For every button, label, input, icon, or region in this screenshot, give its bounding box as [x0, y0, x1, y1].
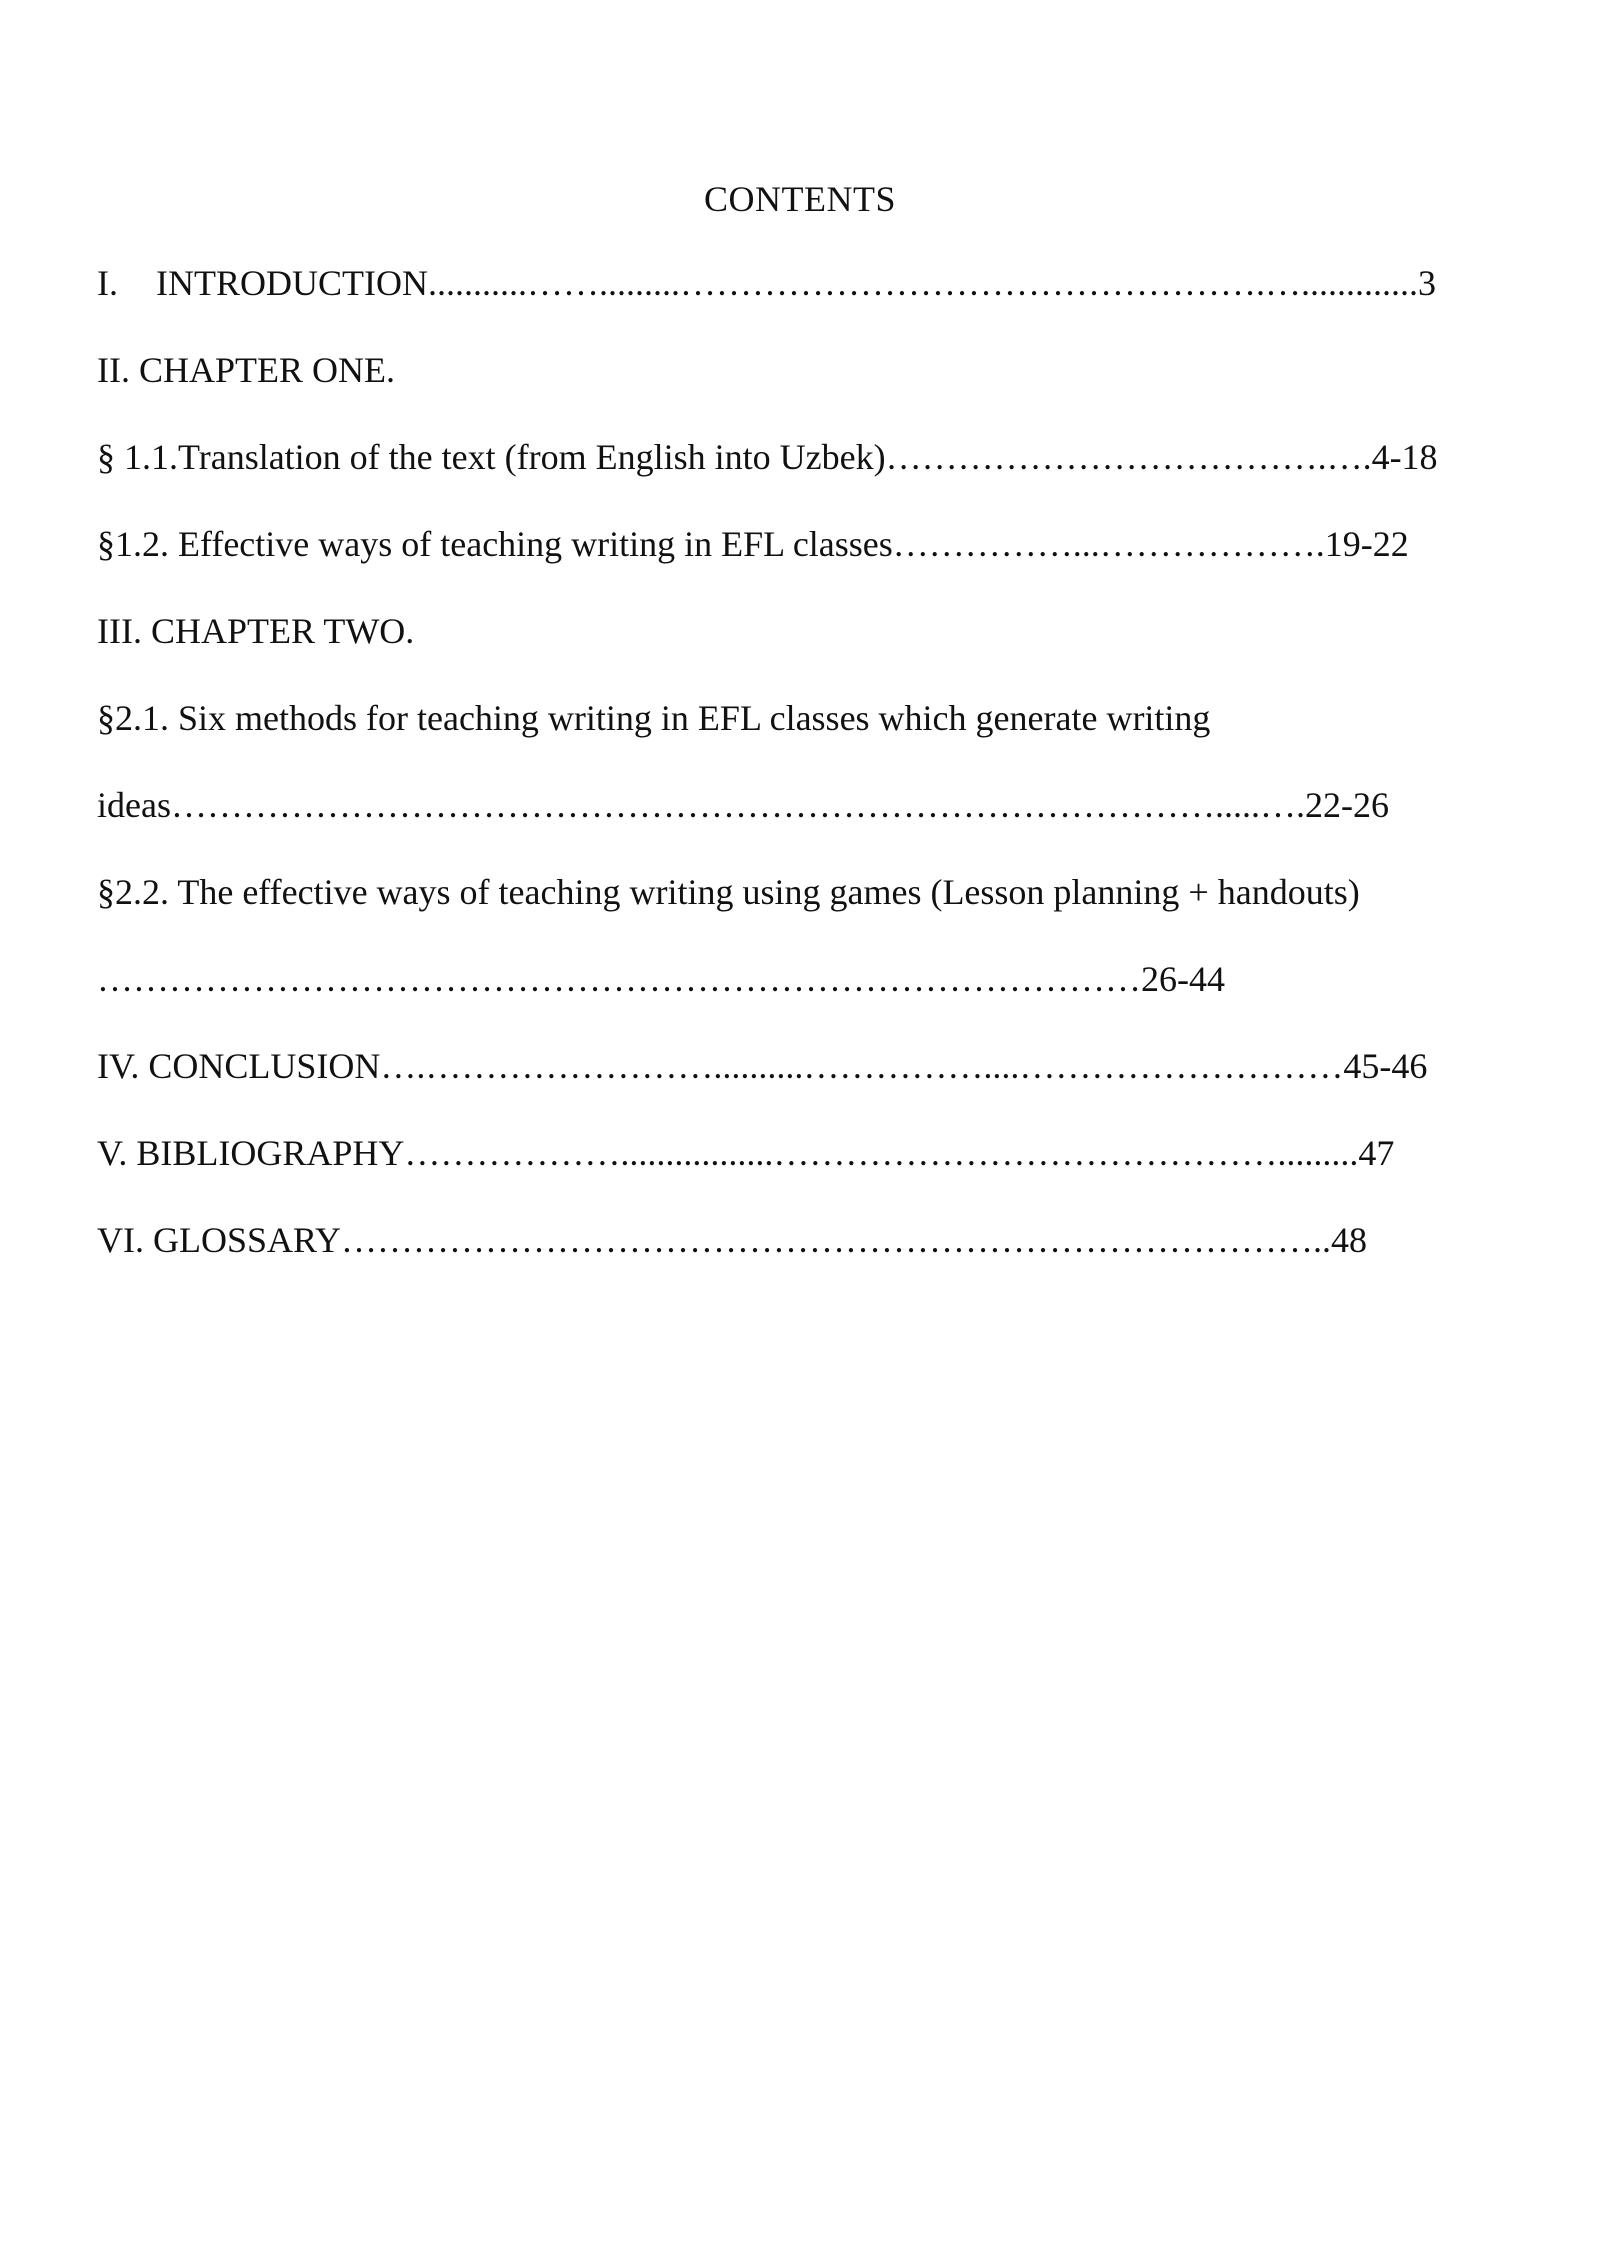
toc-entry-label: IV. CONCLUSION	[97, 1046, 381, 1086]
toc-entry-leader: ……………………………………………………………………………	[97, 959, 1141, 999]
toc-entry-page: 3	[1417, 263, 1436, 303]
toc-entry-2-2-continued	[97, 961, 1225, 997]
toc-entry-page: 47	[1358, 1133, 1395, 1173]
toc-entry-label: § 1.1.Translation of the text (from English into Uzbek)	[97, 437, 886, 477]
toc-entry-label: III. CHAPTER TWO.	[97, 611, 415, 651]
toc-entry-leader: ……………...………………	[892, 524, 1316, 564]
toc-entry-label: ideas	[97, 785, 171, 825]
toc-entry-page: .22-26	[1295, 785, 1389, 825]
toc-entry-page: 48	[1331, 1220, 1368, 1260]
toc-entry-prefix: I.	[97, 263, 118, 303]
toc-entry-leader: ….……………………..........……………....………………………	[380, 1046, 1344, 1086]
toc-entry-leader: ……………………………….…	[885, 437, 1363, 477]
toc-entry-2-2	[97, 874, 1360, 910]
toc-entry-bibliography	[97, 1135, 1394, 1171]
toc-entry-leader: …………………………………………………………………………….....…	[170, 785, 1296, 825]
toc-entry-leader: ...........…….........………………………………………….….............	[427, 263, 1418, 303]
toc-entry-2-1	[97, 700, 1210, 736]
toc-entry-leader: ………………………………………………………………………..	[341, 1220, 1332, 1260]
toc-entry-label: §2.1. Six methods for teaching writing in EFL classes which generate writing	[97, 698, 1211, 738]
toc-entry-page: 26-44	[1141, 959, 1225, 999]
toc-entry-label: §2.2. The effective ways of teaching writing using games (Lesson planning + handouts)	[97, 872, 1360, 912]
toc-entry-label: V. BIBLIOGRAPHY	[97, 1133, 405, 1173]
toc-entry-label: INTRODUCTION	[156, 263, 428, 303]
toc-entry-page: .19-22	[1315, 524, 1409, 564]
page-title: CONTENTS	[704, 179, 896, 219]
toc-entry-1-2	[97, 526, 1409, 562]
toc-entry-glossary	[97, 1222, 1367, 1258]
toc-entry-chapter-two	[97, 613, 414, 649]
toc-entry-introduction	[97, 265, 1436, 301]
toc-entry-label: VI. GLOSSARY	[97, 1220, 342, 1260]
toc-entry-leader: ……………….................…………………………………….........	[404, 1133, 1359, 1173]
toc-entry-conclusion	[97, 1048, 1427, 1084]
toc-entry-label: II. CHAPTER ONE.	[97, 350, 395, 390]
toc-entry-2-1-continued	[97, 787, 1389, 823]
toc-entry-chapter-one	[97, 352, 395, 388]
toc-entry-1-1	[97, 439, 1438, 475]
toc-entry-label: §1.2. Effective ways of teaching writing in EFL classes	[97, 524, 893, 564]
toc-entry-page: 45-46	[1343, 1046, 1428, 1086]
toc-entry-page: .4-18	[1362, 437, 1438, 477]
